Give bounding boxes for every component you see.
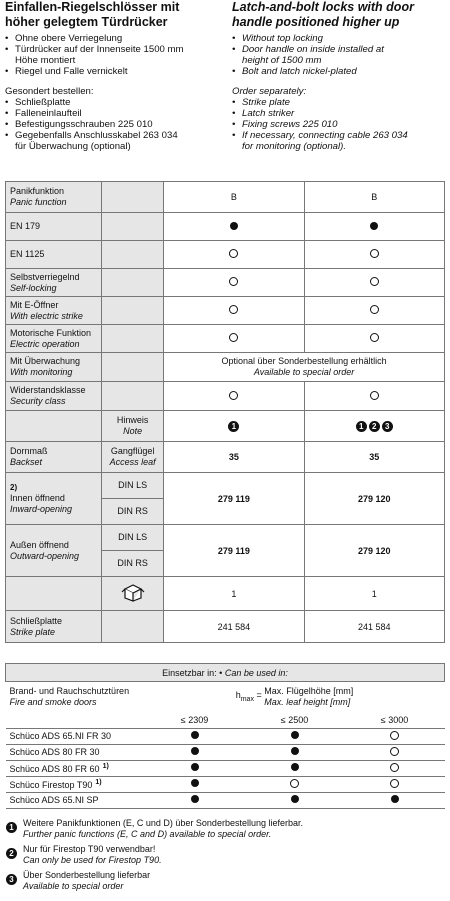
empty-circle-icon: [229, 305, 238, 314]
filled-dot-icon: [191, 763, 199, 771]
feature-item: • Bolt and latch nickel-plated: [232, 66, 447, 77]
table-cell: 241 584: [164, 611, 304, 643]
intro-columns: [5, 0, 445, 178]
filled-dot-icon: [191, 795, 199, 803]
empty-circle-icon: [390, 747, 399, 756]
table-row: [6, 325, 445, 353]
title-de: Einfallen-Riegelschlösser mit höher gelegtem Türdrücker: [5, 0, 180, 29]
row-label: Selbstverriegelnd Self-locking: [6, 269, 102, 297]
order-title-en: Order separately:: [232, 86, 307, 97]
row-label: Gangflügel Access leaf: [102, 442, 164, 473]
table-row: [6, 213, 445, 241]
table-row: [6, 713, 445, 729]
filled-dot-icon: [191, 779, 199, 787]
empty-circle-icon: [229, 277, 238, 286]
empty-circle-icon: [370, 249, 379, 258]
order-item: • If necessary, connecting cable 263 034 for monitoring (optional).: [232, 130, 447, 152]
row-label: Panikfunktion Panic function: [6, 182, 102, 213]
product-name: Schüco ADS 80 FR 60 $^{1)}$: [6, 760, 145, 776]
column-header: ≤ 2500: [245, 713, 345, 729]
table-cell: 35: [164, 442, 304, 473]
empty-circle-icon: [290, 779, 299, 788]
table-row: [6, 182, 445, 213]
row-label: 2) Innen öffnend Inward-opening: [6, 473, 102, 525]
german-column: [5, 0, 220, 152]
empty-circle-icon: [370, 333, 379, 342]
package-icon: [121, 582, 145, 602]
table-row: [6, 297, 445, 325]
row-label: Außen öffnend Outward-opening: [6, 525, 102, 577]
table-row: [6, 241, 445, 269]
feature-list-de: [5, 33, 220, 77]
footnote: 2 Nur für Firestop T90 verwendbar! Can only be used for Firestop T90.: [5, 844, 445, 866]
table-row: [6, 382, 445, 411]
table-row: [6, 411, 445, 442]
order-list-de: [5, 97, 220, 152]
table-cell: 279 120: [304, 473, 444, 525]
row-label: DIN LS: [102, 525, 164, 551]
order-item: • Gegebenfalls Anschlusskabel 263 034 für Überwachung (optional): [5, 130, 220, 152]
empty-circle-icon: [370, 305, 379, 314]
table-cell: 279 119: [164, 473, 304, 525]
usage-rows: [6, 728, 445, 808]
empty-circle-icon: [390, 779, 399, 788]
feature-list-en: [232, 33, 447, 77]
filled-dot-icon: [291, 731, 299, 739]
empty-circle-icon: [229, 333, 238, 342]
order-item: • Latch striker: [232, 108, 447, 119]
filled-dot-icon: [291, 747, 299, 755]
table-cell: Optional über Sonderbestellung erhältlich Available to special order: [164, 353, 445, 382]
note-2-icon: 2: [369, 421, 380, 432]
order-item: • Befestigungsschrauben 225 010: [5, 119, 220, 130]
note-1-icon: 1: [356, 421, 367, 432]
table-row: [6, 577, 445, 611]
order-list-en: [232, 97, 447, 152]
table-row: [6, 353, 445, 382]
row-label: DIN LS: [102, 473, 164, 499]
row-label: Widerstandsklasse Security class: [6, 382, 102, 411]
hmax-label: $h_{max}$ = Max. Flügelhöhe [mm] Max. leaf height [mm]: [235, 686, 354, 708]
empty-circle-icon: [370, 277, 379, 286]
product-name: Schüco ADS 65.NI FR 30: [6, 728, 145, 744]
product-name: Schüco ADS 65.NI SP: [6, 792, 145, 808]
table-row: [6, 776, 445, 792]
order-title-de: Gesondert bestellen:: [5, 86, 94, 97]
product-name: Schüco Firestop T90 $^{1)}$: [6, 776, 145, 792]
filled-dot-icon: [391, 795, 399, 803]
feature-item: • Riegel und Falle vernickelt: [5, 66, 220, 77]
feature-item: • Ohne obere Verriegelung: [5, 33, 220, 44]
table-cell: 1: [164, 577, 304, 611]
table-row: [6, 442, 445, 473]
note-1-icon: 1: [228, 421, 239, 432]
table-row: [6, 728, 445, 744]
filled-dot-icon: [291, 763, 299, 771]
table-row: [6, 611, 445, 643]
table-row: [6, 760, 445, 776]
feature-item: • Türdrücker auf der Innenseite 1500 mm Höhe montiert: [5, 44, 220, 66]
table-row: [6, 744, 445, 760]
footnotes: [5, 818, 445, 896]
product-name: Schüco ADS 80 FR 30: [6, 744, 145, 760]
note-3-icon: 3: [382, 421, 393, 432]
table-cell: 279 120: [304, 525, 444, 577]
feature-item: • Without top locking: [232, 33, 447, 44]
table-row: [6, 269, 445, 297]
filled-dot-icon: [191, 747, 199, 755]
row-label: Mit Überwachung With monitoring: [6, 353, 102, 382]
filled-dot-icon: [291, 795, 299, 803]
row-label: Mit E-Öffner With electric strike: [6, 297, 102, 325]
category-label: Brand- und Rauchschutztüren Fire and smoke doors: [9, 686, 130, 708]
column-header: ≤ 3000: [345, 713, 445, 729]
footnote: 3 Über Sonderbestellung lieferbar Available to special order: [5, 870, 445, 892]
note-3-icon: 3: [6, 874, 17, 885]
empty-circle-icon: [370, 391, 379, 400]
row-label: Hinweis Note: [102, 411, 164, 442]
table-row: [6, 792, 445, 808]
order-item: • Strike plate: [232, 97, 447, 108]
table-cell: 279 119: [164, 525, 304, 577]
empty-circle-icon: [229, 391, 238, 400]
row-label: Dornmaß Backset: [6, 442, 102, 473]
empty-circle-icon: [229, 249, 238, 258]
table-cell: B: [304, 182, 444, 213]
filled-dot-icon: [230, 222, 238, 230]
row-label: DIN RS: [102, 551, 164, 577]
table-cell: 1: [304, 577, 444, 611]
table-row: [6, 682, 445, 713]
row-label: DIN RS: [102, 499, 164, 525]
table-cell: B: [164, 182, 304, 213]
table-row: [6, 525, 445, 551]
row-label: Motorische Funktion Electric operation: [6, 325, 102, 353]
table-row: [6, 473, 445, 499]
feature-item: • Door handle on inside installed at height of 1500 mm: [232, 44, 447, 66]
english-column: [232, 0, 447, 152]
table-cell: 35: [304, 442, 444, 473]
row-label: Schließplatte Strike plate: [6, 611, 102, 643]
title-en: Latch-and-bolt locks with door handle positioned higher up: [232, 0, 414, 29]
column-header: ≤ 2309: [145, 713, 245, 729]
footnote: 1 Weitere Panikfunktionen (E, C und D) über Sonderbestellung lieferbar. Further panic functions (E, C and D) available to special order.: [5, 818, 445, 840]
row-label: EN 1125: [6, 241, 102, 269]
row-label: EN 179: [6, 213, 102, 241]
note-1-icon: 1: [6, 822, 17, 833]
usage-table: [5, 663, 445, 809]
table-cell: 241 584: [304, 611, 444, 643]
usage-header: Einsetzbar in: • Can be used in:: [6, 664, 445, 682]
filled-dot-icon: [370, 222, 378, 230]
filled-dot-icon: [191, 731, 199, 739]
order-item: • Fixing screws 225 010: [232, 119, 447, 130]
empty-circle-icon: [390, 731, 399, 740]
empty-circle-icon: [390, 763, 399, 772]
specification-table: [5, 181, 445, 643]
note-2-icon: 2: [6, 848, 17, 859]
order-item: • Schließplatte: [5, 97, 220, 108]
order-item: • Falleneinlaufteil: [5, 108, 220, 119]
